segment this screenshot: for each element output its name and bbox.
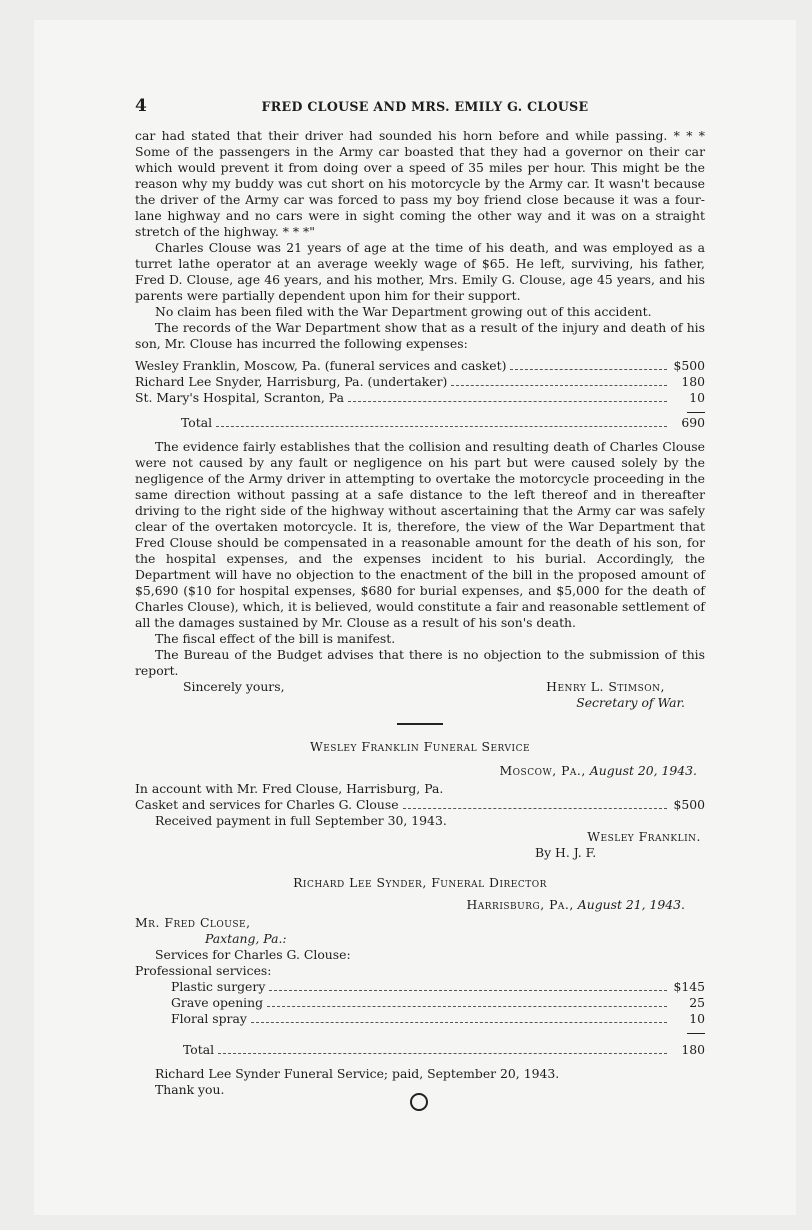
signer-title: Secretary of War. (576, 695, 685, 710)
bill1-received: Received payment in full September 30, 1943. (155, 813, 447, 828)
bill1-signature-by: By H. J. F. (535, 845, 597, 860)
letter-paragraph-1: car had stated that their driver had sounded his horn before and while passing. * * * Some of the passengers in the Army car boasted that they had a governor on their car which would prevent it from doing over a speed of 35 miles per hour. This might be the reason why my buddy was cut short on his motorcycle by the Army car. It wasn't because the driver of the Army car was forced to pass my boy friend close because it was a four-lane highway and no cars were in sight coming the other way and it was on a straight stretch of the highway. * * *" (135, 128, 705, 239)
bill2-services-for: Services for Charles G. Clouse: (155, 947, 351, 962)
bill2-heading: Richard Lee Synder, Funeral Director (293, 875, 547, 890)
expense-row: Richard Lee Snyder, Harrisburg, Pa. (undertaker) 180 (135, 374, 705, 389)
bill1-item-row: Casket and services for Charles G. Clouse $500 (135, 797, 705, 812)
letter-paragraph-2: Charles Clouse was 21 years of age at the time of his death, and was employed as a turret lathe operator at an average weekly wage of $65. He left, surviving, his father, Fred D. Clouse, age 46 years, and his mother, Mrs. Emily G. Clouse, age 45 years, and his parents were partially dependent upon him for their support. (135, 240, 705, 303)
letter-paragraph-5: The evidence fairly establishes that the collision and resulting death of Charles Clouse were not caused by any fault or negligence on his part but were caused solely by the negligence of the Army driver in attempting to overtake the motorcycle proceeding in the same direction without passing at a safe distance to the left thereof and in thereafter driving to the right side of the highway without ascertaining that the Army car was safely clear of the overtaken motorcycle. It is, therefore, the view of the War Department that Fred Clouse should be compensated in a reasonable amount for the death of his son, for the hospital expenses, and the expenses incident to his burial. Accordingly, the Department will have no objection to the enactment of the bill in the proposed amount of $5,690 ($10 for hospital expenses, $680 for burial expenses, and $5,000 for the death of Charles Clouse), which, it is believed, would constitute a fair and reasonable settlement of all the damages sustained by Mr. Clouse as a result of his son's death. (135, 439, 705, 630)
expense-list (135, 358, 705, 431)
running-title: FRED CLOUSE AND MRS. EMILY G. CLOUSE (261, 99, 589, 114)
page-number: 4 (135, 96, 147, 116)
section-divider (397, 723, 443, 725)
bill2-item-row: Plastic surgery $145 (171, 979, 705, 994)
bill2-items (135, 979, 705, 1027)
document-body (135, 98, 705, 1098)
bill2-total-row: Total 180 (183, 1042, 705, 1057)
expense-total-row: Total 690 (181, 415, 705, 430)
bill2-recipient-name: Mr. Fred Clouse, (135, 915, 251, 930)
letter-signature (135, 679, 705, 695)
bill2-recipient-place: Paxtang, Pa.: (205, 931, 287, 946)
letter-paragraph-7: The Bureau of the Budget advises that there is no objection to the submission of this report. (135, 647, 705, 678)
letter-paragraph-3: No claim has been filed with the War Department growing out of this accident. (155, 304, 652, 319)
letter-paragraph-4: The records of the War Department show that as a result of the injury and death of his son, Mr. Clouse has incurred the following expenses: (135, 320, 705, 351)
expense-row: Wesley Franklin, Moscow, Pa. (funeral services and casket) $500 (135, 358, 705, 373)
sum-rule (687, 412, 705, 413)
bill2-paid-note: Richard Lee Synder Funeral Service; paid, September 20, 1943. (155, 1066, 560, 1081)
bill1-account: In account with Mr. Fred Clouse, Harrisburg, Pa. (135, 781, 444, 796)
bill1-signature: Wesley Franklin. (587, 829, 701, 844)
expense-row: St. Mary's Hospital, Scranton, Pa 10 (135, 390, 705, 405)
closing-text: Sincerely yours, (183, 679, 285, 694)
page-header (135, 98, 705, 128)
circle-mark-icon (410, 1093, 428, 1111)
letter-paragraph-6: The fiscal effect of the bill is manifest. (155, 631, 396, 646)
bill2-professional-label: Professional services: (135, 963, 272, 978)
bill2-item-row: Grave opening 25 (171, 995, 705, 1010)
signer-name: Henry L. Stimson, (546, 679, 665, 694)
bill1-dateline: Moscow, Pa., August 20, 1943. (499, 763, 697, 778)
bill2-dateline: Harrisburg, Pa., August 21, 1943. (466, 897, 685, 912)
bill2-item-row: Floral spray 10 (171, 1011, 705, 1026)
bill1-heading: Wesley Franklin Funeral Service (309, 739, 531, 754)
sum-rule (687, 1033, 705, 1034)
bill2-thanks: Thank you. (155, 1082, 225, 1097)
